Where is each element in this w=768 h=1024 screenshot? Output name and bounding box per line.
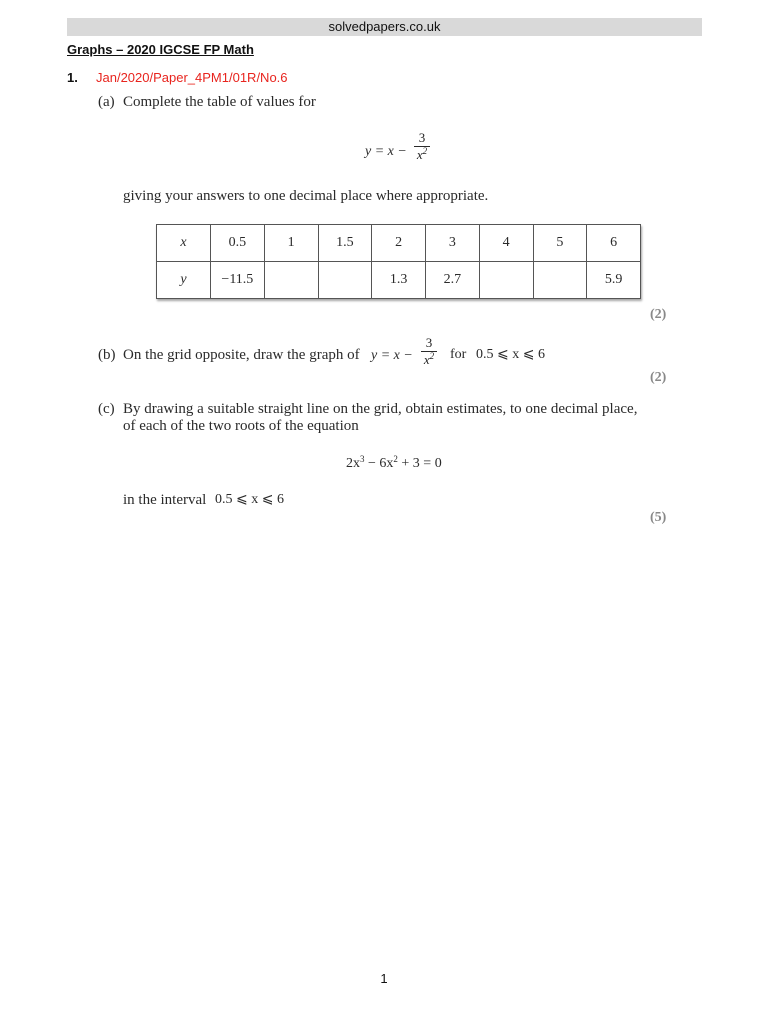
part-c-marks: (5) [650, 510, 667, 525]
question-number: 1. [67, 70, 78, 85]
table-cell: 1.3 [372, 262, 426, 299]
part-b-text: On the grid opposite, draw the graph of [123, 347, 360, 363]
part-a-instruction: Complete the table of values for [123, 94, 316, 110]
document-title: Graphs – 2020 IGCSE FP Math [67, 42, 254, 57]
table-header-x: x [157, 225, 211, 262]
table-row-y [157, 262, 641, 299]
table-cell-empty[interactable] [533, 262, 587, 299]
page-number: 1 [380, 971, 388, 986]
part-b-equation-lhs: y = x − [371, 348, 413, 363]
table-cell: 0.5 [211, 225, 265, 262]
table-header-y: y [157, 262, 211, 299]
fraction-numerator: 3 [425, 335, 433, 350]
part-c-line1: By drawing a suitable straight line on the grid, obtain estimates, to one decimal place, [123, 401, 638, 417]
values-table [156, 224, 641, 299]
part-b-label: (b) [98, 347, 116, 363]
table-row-x [157, 225, 641, 262]
table-cell: −11.5 [211, 262, 265, 299]
fraction-numerator: 3 [418, 130, 426, 145]
table-cell: 5.9 [587, 262, 641, 299]
part-a-equation-lhs: y = x − [365, 144, 407, 159]
question-reference: Jan/2020/Paper_4PM1/01R/No.6 [96, 70, 288, 85]
table-cell: 6 [587, 225, 641, 262]
table-cell: 4 [479, 225, 533, 262]
part-a-label: (a) [98, 94, 115, 110]
table-cell-empty[interactable] [264, 262, 318, 299]
part-b-fraction [421, 336, 437, 367]
part-c-interval: 0.5 ⩽ x ⩽ 6 [215, 492, 284, 507]
fraction-denominator: $x^2$ [416, 146, 428, 162]
part-b-marks: (2) [650, 370, 667, 385]
table-cell: 2 [372, 225, 426, 262]
table-cell: 1.5 [318, 225, 372, 262]
part-a-fraction [414, 131, 430, 162]
site-header: solvedpapers.co.uk [67, 18, 702, 36]
part-c-interval-text: in the interval [123, 492, 207, 508]
table-cell-empty[interactable] [479, 262, 533, 299]
part-c-equation: $2x^3 - 6x^2 + 3 = 0$ [346, 454, 442, 471]
table-cell-empty[interactable] [318, 262, 372, 299]
table-cell: 3 [426, 225, 480, 262]
part-b-range: 0.5 ⩽ x ⩽ 6 [476, 347, 545, 362]
table-cell: 2.7 [426, 262, 480, 299]
part-b-range-for: for [450, 347, 467, 362]
table-cell: 1 [264, 225, 318, 262]
part-a-marks: (2) [650, 307, 667, 322]
table-cell: 5 [533, 225, 587, 262]
part-c-label: (c) [98, 401, 115, 417]
part-a-note: giving your answers to one decimal place where appropriate. [123, 188, 489, 204]
fraction-denominator: $x^2$ [423, 351, 435, 367]
part-c-line2: of each of the two roots of the equation [123, 418, 359, 434]
